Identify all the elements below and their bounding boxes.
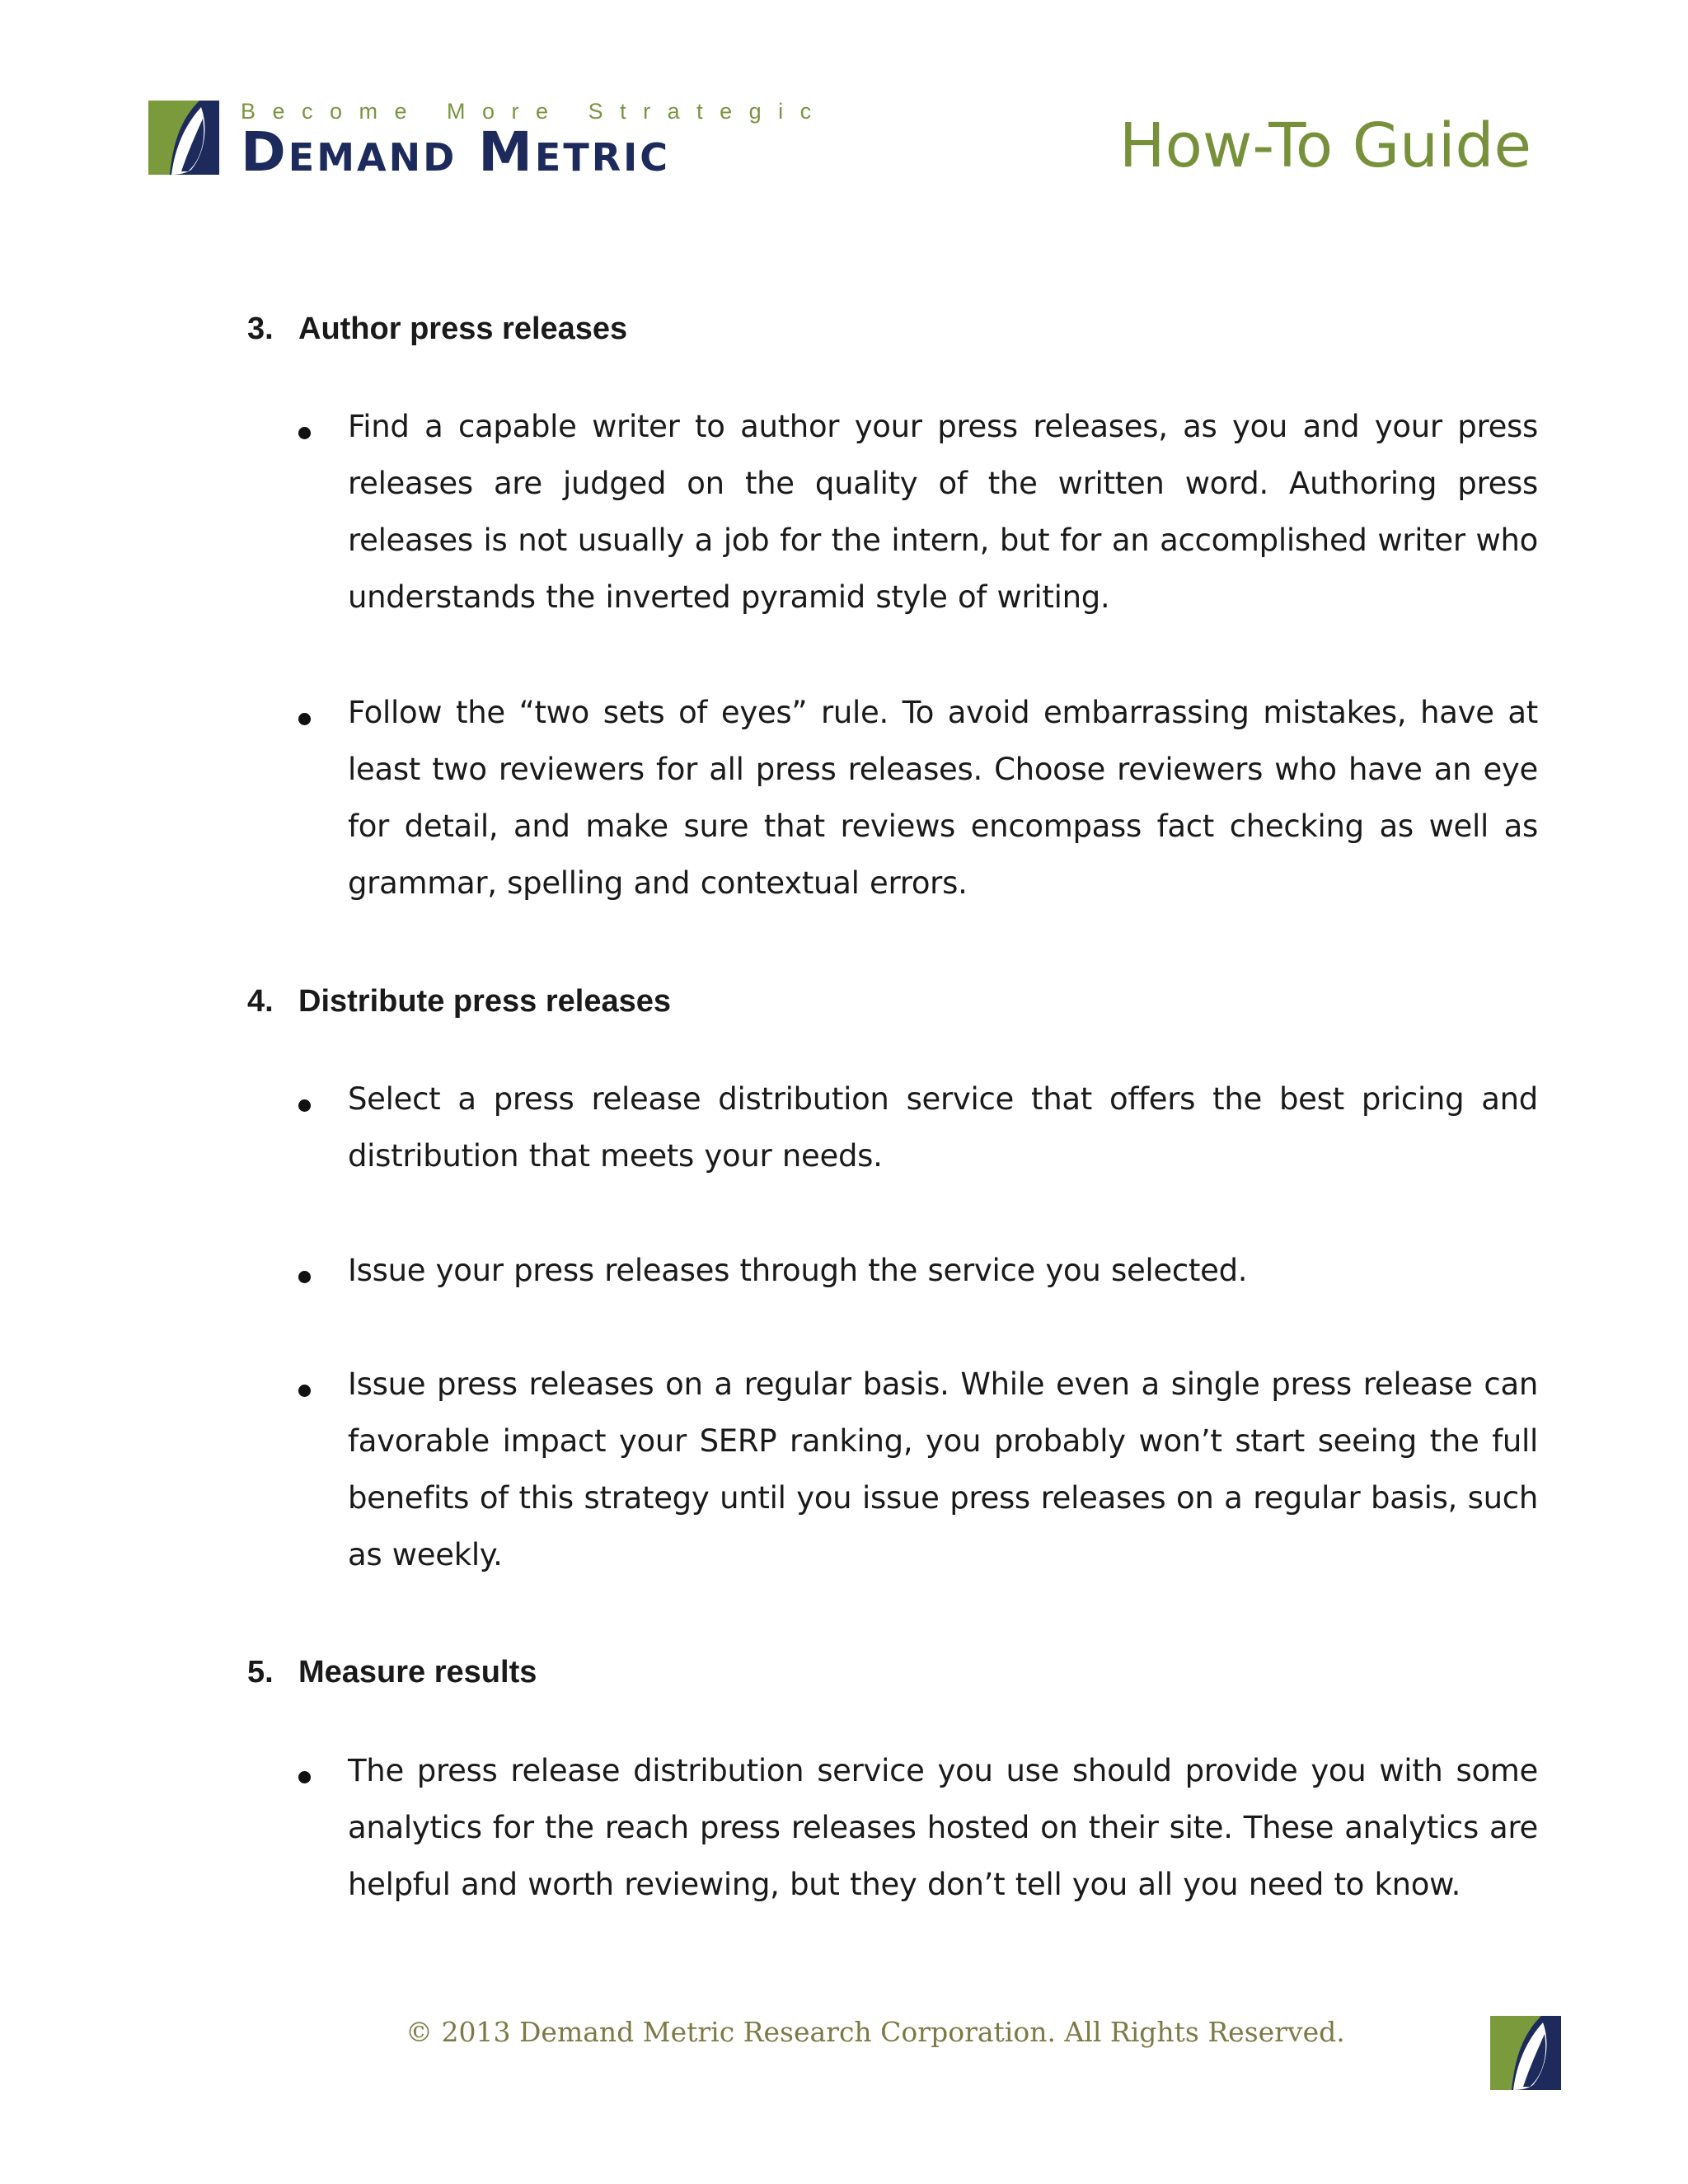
bullet-icon <box>298 713 311 725</box>
page-header <box>0 0 1688 198</box>
section-heading <box>247 313 627 344</box>
bullet-icon <box>298 1385 311 1397</box>
brand-name: Demand Metric <box>241 120 671 184</box>
section-number: 5. <box>247 1655 274 1690</box>
bullet-text: The press release distribution service you use should provide you with some analytics for the reach press releases hosted on their site. These analytics are helpful and worth reviewing, but they don’t tell you all you need to know. <box>348 1753 1538 1902</box>
section-number: 4. <box>247 984 274 1019</box>
bullet-text: Select a press release distribution service that offers the best pricing and distribution that meets your needs. <box>348 1081 1538 1174</box>
bullet-text: Find a capable writer to author your press releases, as you and your press releases are judged on the quality of the written word. Authoring press releases is not usually a job for the intern, but for an accomplished writer who understands the inverted pyramid style of writing. <box>348 409 1538 615</box>
bullet-icon <box>298 1771 311 1783</box>
demand-metric-logo-icon <box>148 101 219 175</box>
bullet-text: Issue your press releases through the service you selected. <box>348 1253 1248 1288</box>
bullet-text: Follow the “two sets of eyes” rule. To avoid embarrassing mistakes, have at least two reviewers for all press releases. Choose reviewers who have an eye for detail, and make sure that reviews encompass fact checking as well as grammar, spelling and contextual errors. <box>348 695 1538 901</box>
section-number: 3. <box>247 312 274 346</box>
bullet-icon <box>298 427 311 439</box>
section-heading <box>247 1657 537 1688</box>
section-title: Distribute press releases <box>298 984 672 1019</box>
section-title: Measure results <box>298 1655 537 1690</box>
footer-copyright: © 2013 Demand Metric Research Corporation. All Rights Reserved. <box>406 2016 1345 2048</box>
section-title: Author press releases <box>298 312 628 346</box>
footer-logo-icon <box>1490 2016 1561 2090</box>
bullet-icon <box>298 1271 311 1283</box>
document-title: How-To Guide <box>1118 110 1531 181</box>
section-heading <box>247 986 671 1017</box>
bullet-icon <box>298 1099 311 1112</box>
brand-tagline: Become More Strategic <box>241 99 828 124</box>
bullet-text: Issue press releases on a regular basis. While even a single press release can favorable impact your SERP ranking, you probably won’t start seeing the full benefits of this strategy until you issue press releases on a regular basis, such as weekly. <box>348 1366 1538 1572</box>
